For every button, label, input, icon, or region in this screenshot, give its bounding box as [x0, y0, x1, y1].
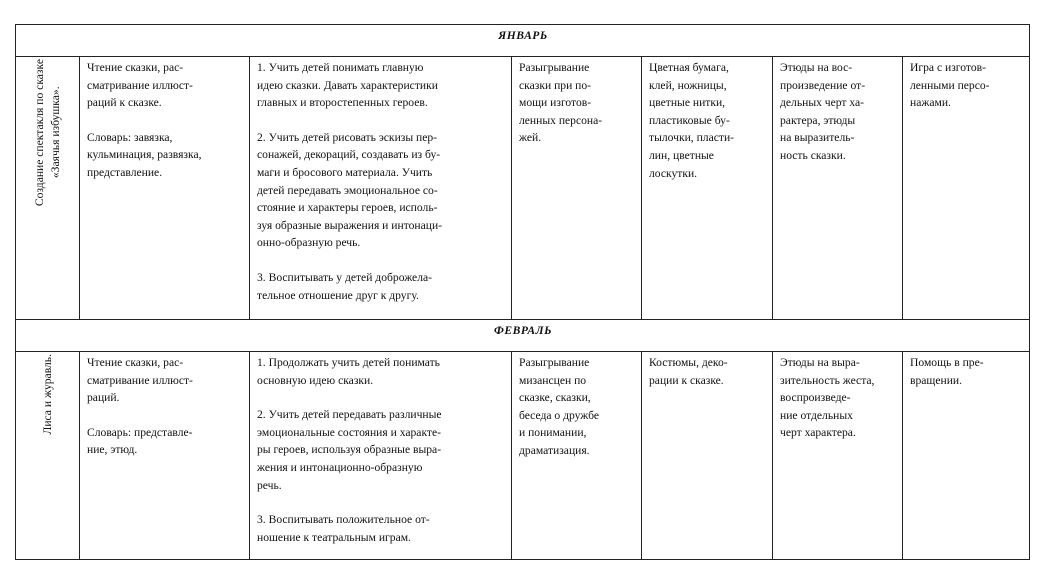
month-row-february [16, 320, 1030, 352]
etudes-cell-february: Этюды на выра- зительность жеста, воспроизведе- ние отдельных черт характера. [773, 352, 903, 560]
help-cell-february: Помощь в пре- вращении. [903, 352, 1030, 560]
goals-cell-january [250, 57, 512, 320]
activity-vocabulary: Словарь: завязка, кульминация, развязка, представление. [87, 130, 202, 179]
activities-cell-february [80, 352, 250, 560]
goal-1: 1. Учить детей понимать главную идею сказки. Давать характеристики главных и второстепенных героев. [257, 61, 438, 110]
content-row-january [16, 57, 1030, 320]
goal-2: 2. Учить детей рисовать эскизы пер- сонажей, декораций, создавать из бу- маги и бросового материала. Учить детей передавать эмоциональное со- стояние и характеры героев, исполь- зуя образные выражения и интонаци- онно-образную речь. [257, 130, 443, 250]
month-row-january [16, 25, 1030, 57]
etudes-cell-january: Этюды на вос- произведение от- дельных черт ха- рактера, этюды на выразитель- ность сказки. [773, 57, 903, 320]
activity-reading: Чтение сказки, рас- сматривание иллюст- раций к сказке. [87, 61, 193, 110]
topic-january-line2: «Заячья избушка». [49, 86, 62, 179]
topic-cell-january [16, 57, 80, 320]
month-heading-january: ЯНВАРЬ [16, 25, 1030, 57]
plan-table [15, 24, 1030, 560]
goals-cell-february [250, 352, 512, 560]
activity-vocabulary: Словарь: представле- ние, этюд. [87, 425, 193, 457]
goal-3: 3. Воспитывать у детей доброжела- тельное отношение друг к другу. [257, 270, 432, 302]
goal-1: 1. Продолжать учить детей понимать основную идею сказки. [257, 356, 440, 387]
activities-cell-january [80, 57, 250, 320]
materials-cell-february: Костюмы, деко- рации к сказке. [642, 352, 773, 560]
goal-2: 2. Учить детей передавать различные эмоциональные состояния и характе- ры героев, используя образные выра- жения и интонационно-образную речь. [257, 408, 442, 492]
topic-cell-february [16, 352, 80, 560]
goal-3: 3. Воспитывать положительное от- ношение к театральным играм. [257, 513, 430, 544]
activity-reading: Чтение сказки, рас- сматривание иллюст- раций. [87, 356, 193, 405]
materials-cell-january: Цветная бумага, клей, ножницы, цветные нитки, пластиковые бу- тылочки, пласти- лин, цветные лоскутки. [642, 57, 773, 320]
topic-january-line1: Создание спектакля по сказке [33, 59, 46, 207]
content-row-february [16, 352, 1030, 560]
topic-january [32, 59, 64, 206]
performance-cell-february: Разыгрывание мизансцен по сказке, сказки, беседа о дружбе и понимании, драматизация. [512, 352, 642, 560]
performance-cell-january: Разыгрывание сказки при по- мощи изготов- ленных персона- жей. [512, 57, 642, 320]
game-cell-january: Игра с изготов- ленными персо- нажами. [903, 57, 1030, 320]
month-heading-february: ФЕВРАЛЬ [16, 320, 1030, 352]
topic-february: Лиса и журавль. [41, 354, 54, 435]
